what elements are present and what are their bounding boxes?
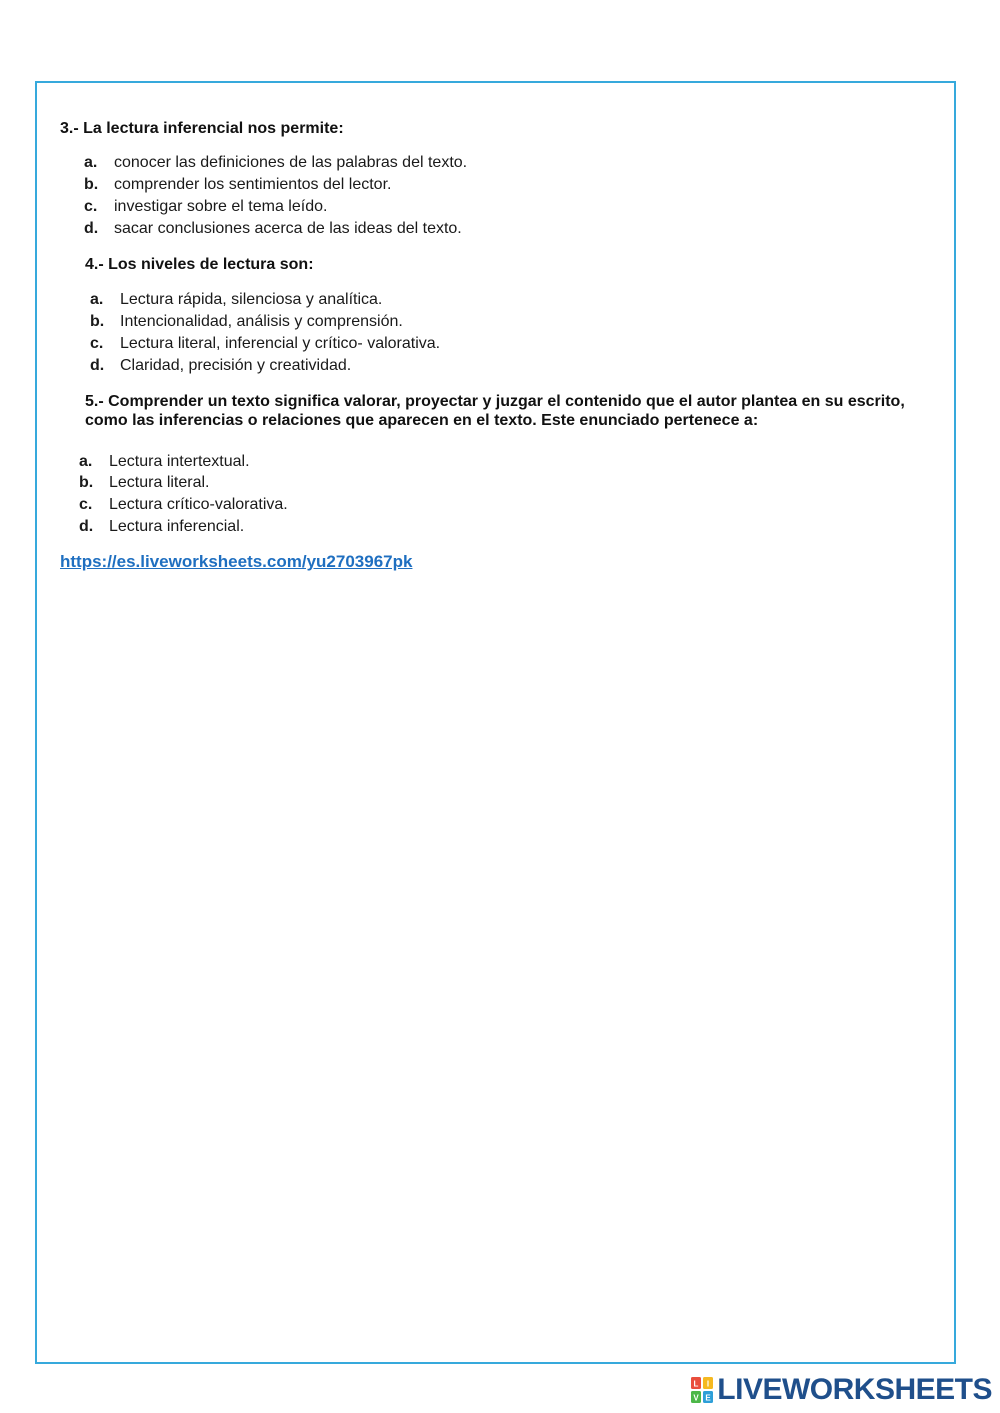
question-3-option-a[interactable] — [84, 153, 467, 172]
option-text: Intencionalidad, análisis y comprensión. — [120, 313, 403, 330]
option-letter: d. — [84, 220, 99, 237]
question-5-option-c[interactable] — [79, 495, 288, 514]
question-4-option-d[interactable] — [90, 356, 351, 375]
question-4-option-b[interactable] — [90, 312, 403, 331]
option-letter: b. — [79, 474, 94, 491]
question-3-title: 3.- La lectura inferencial nos permite: — [60, 120, 344, 137]
option-text: Lectura literal. — [109, 474, 210, 491]
option-text: Lectura inferencial. — [109, 518, 245, 535]
option-letter: c. — [79, 496, 93, 513]
svg-text:L: L — [693, 1379, 699, 1389]
question-5-title: 5.- Comprender un texto significa valorar, proyectar y juzgar el contenido que el autor plantea en su escrito, como las inferencias o relaciones que aparecen en el texto. Este enunciado pertenece a: — [85, 393, 905, 429]
question-4-option-c[interactable] — [90, 334, 440, 353]
question-3-option-b[interactable] — [84, 175, 391, 194]
svg-text:I: I — [707, 1379, 710, 1389]
liveworksheets-logo-text: LIVEWORKSHEETS — [717, 1373, 992, 1406]
question-4-title: 4.- Los niveles de lectura son: — [85, 256, 314, 273]
option-text: Lectura rápida, silenciosa y analítica. — [120, 291, 383, 308]
option-letter: d. — [90, 357, 105, 374]
liveworksheets-logo-icon — [691, 1377, 713, 1403]
question-5-option-a[interactable] — [79, 452, 250, 471]
option-text: Lectura crítico-valorativa. — [109, 496, 288, 513]
option-letter: b. — [84, 176, 99, 193]
svg-text:V: V — [693, 1393, 699, 1403]
option-letter: a. — [79, 453, 93, 470]
liveworksheets-logo — [691, 1373, 992, 1407]
option-text: comprender los sentimientos del lector. — [114, 176, 392, 193]
option-letter: a. — [90, 291, 104, 308]
worksheet-link[interactable]: https://es.liveworksheets.com/yu2703967pk — [60, 552, 413, 571]
question-4-option-a[interactable] — [90, 290, 382, 309]
option-text: Lectura literal, inferencial y crítico- valorativa. — [120, 335, 441, 352]
svg-text:E: E — [705, 1393, 711, 1403]
option-letter: c. — [90, 335, 104, 352]
option-text: Lectura intertextual. — [109, 453, 250, 470]
option-letter: b. — [90, 313, 105, 330]
option-text: investigar sobre el tema leído. — [114, 198, 328, 215]
option-letter: a. — [84, 154, 98, 171]
question-5-option-d[interactable] — [79, 517, 244, 536]
question-3-option-d[interactable] — [84, 219, 462, 238]
question-5-option-b[interactable] — [79, 473, 210, 492]
option-text: sacar conclusiones acerca de las ideas del texto. — [114, 220, 462, 237]
question-3-option-c[interactable] — [84, 197, 327, 216]
option-text: conocer las definiciones de las palabras del texto. — [114, 154, 468, 171]
option-text: Claridad, precisión y creatividad. — [120, 357, 352, 374]
option-letter: d. — [79, 518, 94, 535]
option-letter: c. — [84, 198, 98, 215]
